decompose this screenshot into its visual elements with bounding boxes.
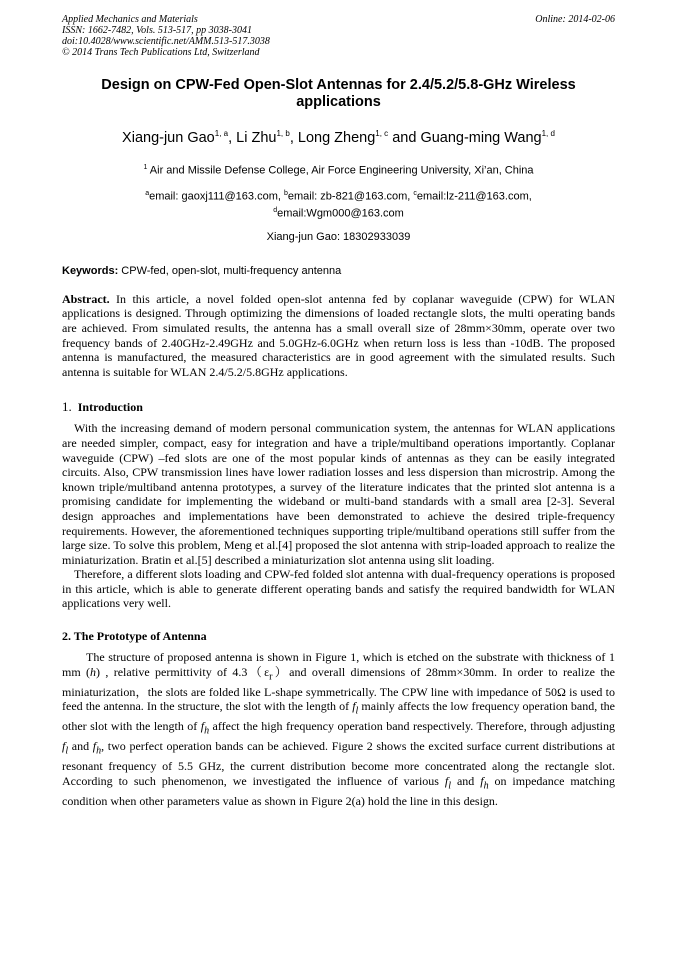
author-name: Long Zheng: [297, 129, 376, 146]
abstract-label: Abstract.: [62, 291, 110, 306]
email-text: email: gaoxj111@163.com,: [149, 191, 284, 204]
author-name: Xiang-jun Gao: [122, 129, 215, 146]
email-text: email: zb-821@163.com,: [287, 191, 414, 204]
email-text: email:lz-211@163.com,: [416, 191, 532, 204]
author-separator: ,: [289, 129, 298, 146]
copyright-line: © 2014 Trans Tech Publications Ltd, Switzerland: [62, 47, 260, 58]
text-run: and: [68, 739, 93, 754]
email-marker: c: [413, 190, 417, 198]
text-run: on impedance matching condition when other parameters value as shown in Figure 2(a) hold the line in this design.: [62, 773, 615, 808]
affiliation-text: Air and Missile Defense College, Air Force Engineering University, Xi’an, China: [147, 164, 534, 177]
section-title: Introduction: [77, 400, 143, 415]
math-var: f: [62, 739, 66, 754]
math-subscript: h: [96, 745, 102, 757]
section-heading-introduction: [62, 399, 615, 415]
author-list: [62, 125, 615, 147]
text-run: mainly affects the low frequency operation band, the other slot with the length of: [62, 699, 615, 734]
text-run: , two perfect operation bands can be achieved. Figure 2 shows the excited surface current distributions at resonant frequency of 5.5 GHz, the current distribution become more concentrated along the rectangle slot. According to such phenomenon, we investigated the influence of various: [62, 739, 615, 788]
paper-title: Design on CPW-Fed Open-Slot Antennas for 2.4/5.2/5.8-GHz Wireless applications: [101, 77, 576, 110]
text-run: ）and overall dimensions of 28mm×30mm. In order to realize the miniaturization，the slots are folded like L-shape symmetrically. The CPW line with impedance of 50Ω is used to feed the antenna. In the structure, the slot with the length of: [62, 664, 615, 714]
text-run: affect the high frequency operation band respectively. Therefore, through adjusting: [209, 719, 615, 734]
contact-line: Xiang-jun Gao: 18302933039: [266, 230, 411, 243]
math-var: f: [92, 739, 97, 754]
email-text: email:Wgm000@163.com: [277, 207, 404, 220]
abstract: [62, 292, 615, 380]
author-superscript: 1, c: [375, 129, 389, 138]
affiliation-marker: 1: [143, 163, 148, 171]
prototype-paragraph: [62, 650, 615, 808]
email-marker: a: [145, 190, 150, 198]
online-date: Online: 2014-02-06: [535, 14, 615, 25]
author-separator: and: [388, 129, 421, 146]
author-superscript: 1, b: [276, 129, 290, 138]
affiliation: [62, 161, 615, 178]
journal-name: Applied Mechanics and Materials: [62, 14, 198, 25]
issn-line: ISSN: 1662-7482, Vols. 513-517, pp 3038-3041: [62, 25, 252, 36]
author-name: Guang-ming Wang: [420, 129, 542, 146]
keywords-text: CPW-fed, open-slot, multi-frequency antenna: [118, 264, 342, 277]
author-superscript: 1, d: [541, 129, 555, 138]
math-var: f: [480, 773, 484, 788]
math-var: f: [444, 773, 449, 788]
text-run: ) , relative permittivity of 4.3（: [96, 664, 265, 679]
keywords-label: Keywords:: [62, 264, 119, 277]
keywords: [62, 264, 615, 278]
math-subscript: h: [204, 725, 210, 737]
math-subscript: r: [269, 671, 273, 683]
math-var: f: [352, 699, 356, 714]
math-var: f: [200, 719, 205, 734]
text-run: and: [451, 773, 481, 788]
intro-paragraph-2: Therefore, a different slots loading and CPW-fed folded slot antenna with dual-frequency operations is proposed in this article, which is able to generate different operating bands and satisfy the required bandwidth for WLAN applications very well.: [62, 567, 615, 611]
abstract-text: In this article, a novel folded open-slot antenna fed by coplanar waveguide (CPW) for WLAN applications is designed. Through optimizing the dimensions of loaded rectangle slots, the multi operating bands are achieved. From simulated results, the antenna has a small overall size of 28mm×30mm, operate over two frequency bands of 2.40GHz-2.49GHz and 5.0GHz-6.0GHz when return loss is less than -10dB. The proposed antenna is manufactured, the measured characteristics are in good agreement with the simulated results. Such antenna is suitable for WLAN 2.4/5.2/5.8GHz applications.: [62, 291, 615, 379]
author-separator: ,: [228, 129, 237, 146]
paper-page: [62, 14, 615, 808]
journal-header: [62, 14, 615, 58]
math-subscript: l: [355, 705, 359, 717]
section-heading-prototype: 2. The Prototype of Antenna: [62, 629, 207, 644]
author-name: Li Zhu: [236, 129, 277, 146]
math-subscript: l: [448, 780, 452, 792]
author-superscript: 1, a: [214, 129, 229, 138]
math-var: h: [90, 664, 97, 679]
section-number: 1.: [62, 399, 72, 415]
email-marker: b: [283, 190, 288, 198]
email-marker: d: [273, 207, 278, 215]
doi-line: doi:10.4028/www.scientific.net/AMM.513-517.3038: [62, 36, 270, 47]
intro-paragraph-1: With the increasing demand of modern personal communication system, the antennas for WLAN applications are needed simpler, compact, easy for integration and have a triple/multiband operations importantly. Coplanar waveguide (CPW) –fed slots are one of the most popular kinds of antennas as they can be easily integrated circuits. Also, CPW transmission lines have lower radiation losses and less dispersion than microstrip. Among the known triple/multiband antenna prototypes, a survey of the literature indicates that the printed slot antenna is a promising candidate for implementing the wideband or multi-band standards with a small area [2-3]. Several design approaches and implementations have been demonstrated to achieve the desired triple-frequency requirements. However, the aforementioned techniques supporting triple/multiband operations still suffer from the large size. To solve this problem, Meng et al.[4] proposed the slot antenna with strip-loaded approach to realize the miniaturization. Bratin et al.[5] described a miniaturization slot antenna using slit loading.: [62, 421, 615, 567]
text-run: The structure of proposed antenna is shown in Figure 1, which is etched on the substrate with thickness of 1 mm (: [62, 650, 615, 679]
math-var: ε: [264, 664, 270, 679]
math-subscript: l: [65, 745, 69, 757]
math-subscript: h: [483, 780, 489, 792]
email-block: [62, 187, 615, 220]
